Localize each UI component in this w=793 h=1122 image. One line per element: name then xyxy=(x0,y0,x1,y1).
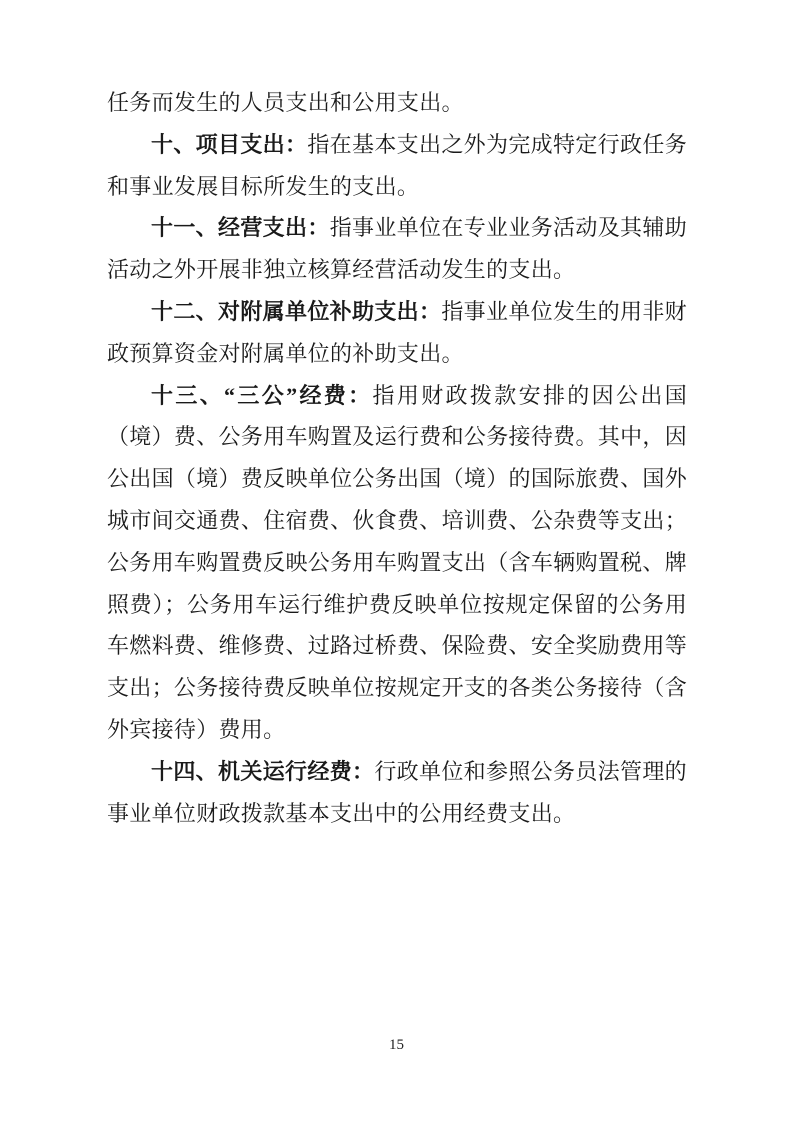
paragraph-heading: 十四、机关运行经费： xyxy=(151,758,375,784)
paragraph-heading: 十、项目支出： xyxy=(151,131,308,157)
paragraph-text: 指用财政拨款安排的因公出国（境）费、公务用车购置及运行费和公务接待费。其中，因公出国（境）费反映单位公务出国（境）的国际旅费、国外城市间交通费、住宿费、伙食费、培训费、公杂费等支出；公务用车购置费反映公务用车购置支出（含车辆购置税、牌照费）；公务用车运行维护费反映单位按规定保留的公务用车燃料费、维修费、过路过桥费、保险费、安全奖励费用等支出；公务接待费反映单位按规定开支的各类公务接待（含外宾接待）费用。 xyxy=(107,382,687,742)
paragraph-text: 指在基本支出之外为完成特定行政任务和事业发展目标所发生的支出。 xyxy=(107,131,687,199)
paragraph-heading: 十二、对附属单位补助支出： xyxy=(151,298,442,324)
paragraph-item-10-project-expenditure xyxy=(107,124,687,208)
paragraph-continuation xyxy=(107,82,687,124)
paragraph-item-11-operating-expenditure xyxy=(107,207,687,291)
document-body xyxy=(107,82,687,834)
paragraph-text: 指事业单位在专业业务活动及其辅助活动之外开展非独立核算经营活动发生的支出。 xyxy=(107,215,687,283)
page-number: 15 xyxy=(389,1037,404,1053)
paragraph-item-12-subsidy-to-affiliates xyxy=(107,291,687,375)
paragraph-text: 指事业单位发生的用非财政预算资金对附属单位的补助支出。 xyxy=(107,298,687,366)
paragraph-item-13-three-public-funds xyxy=(107,375,687,751)
paragraph-heading: 十一、经营支出： xyxy=(151,215,330,241)
page-footer xyxy=(0,1036,793,1054)
paragraph-text: 行政单位和参照公务员法管理的事业单位财政拨款基本支出中的公用经费支出。 xyxy=(107,758,687,826)
paragraph-text: 任务而发生的人员支出和公用支出。 xyxy=(107,90,464,115)
paragraph-item-14-agency-operating-funds xyxy=(107,751,687,835)
paragraph-heading: 十三、“三公”经费： xyxy=(151,382,373,408)
